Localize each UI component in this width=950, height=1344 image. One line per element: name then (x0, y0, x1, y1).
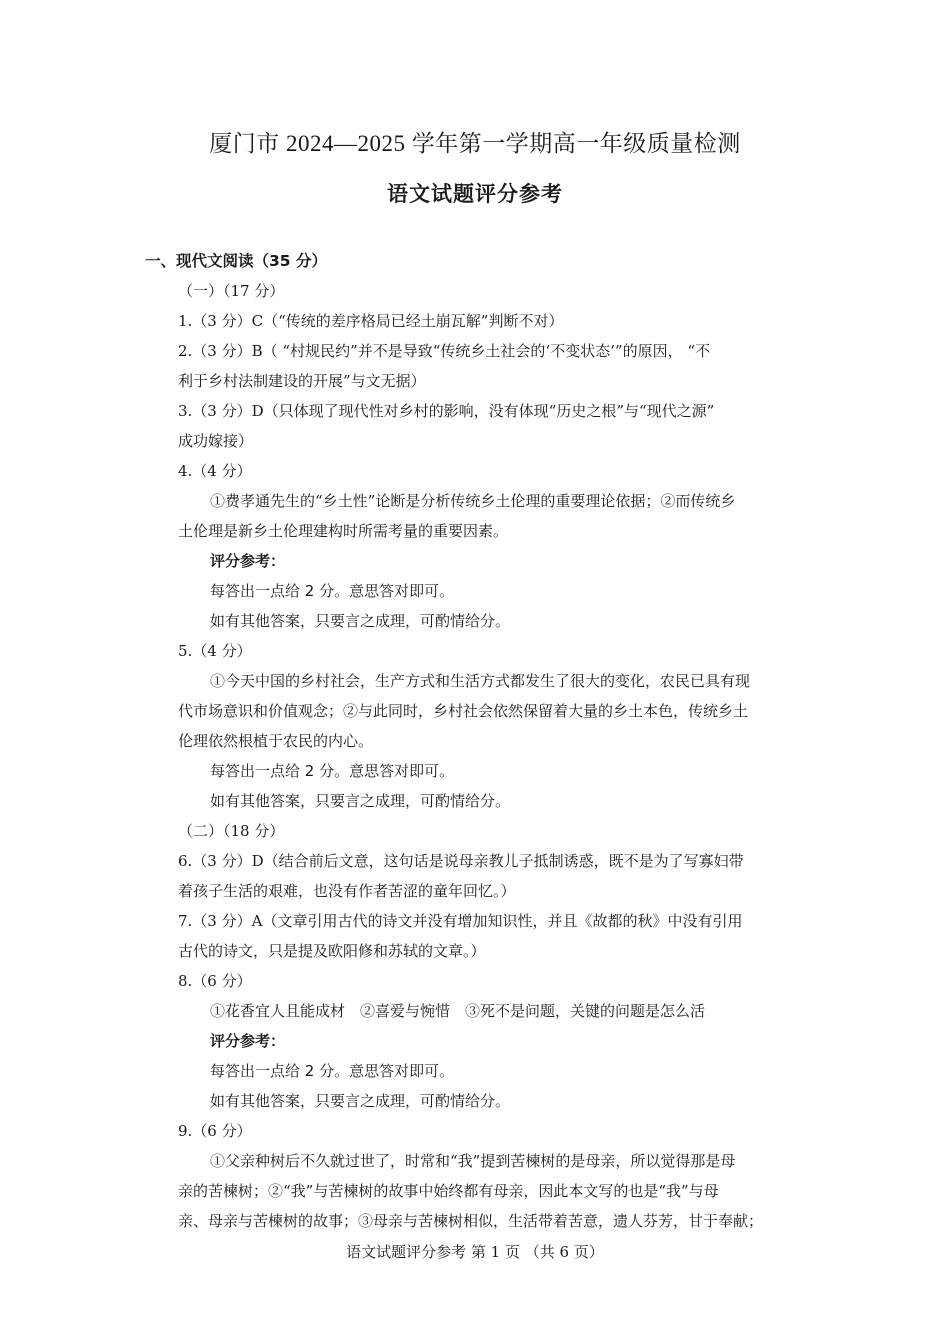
question-8-label: 8.（6 分） (178, 972, 252, 990)
question-4-scoring-rule-2: 如有其他答案，只要言之成理，可酌情给分。 (210, 612, 511, 630)
question-3-answer-line-2: 成功嫁接） (178, 432, 254, 450)
question-8-scoring-label: 评分参考： (210, 1032, 286, 1050)
question-5-answer-line-1: ①今天中国的乡村社会，生产方式和生活方式都发生了很大的变化，农民已具有现 (210, 672, 751, 690)
question-2-answer-line-1: 2.（3 分）B（ “村规民约”并不是导致“传统乡土社会的‘不变状态’”的原因， “不 (178, 342, 711, 360)
question-5-answer-line-3: 伦理依然根植于农民的内心。 (178, 732, 374, 750)
part-one-label: （一）（17 分） (178, 282, 285, 300)
part-two-label: （二）（18 分） (178, 822, 285, 840)
question-7-answer-line-1: 7.（3 分）A（文章引用古代的诗文并没有增加知识性，并且《故都的秋》中没有引用 (178, 912, 743, 930)
question-6-answer-line-1: 6.（3 分）D（结合前后文意，这句话是说母亲教儿子抵制诱惑，既不是为了写寡妇带 (178, 852, 744, 870)
question-8-answer: ①花香宜人且能成材 ②喜爱与惋惜 ③死不是问题，关键的问题是怎么活 (210, 1002, 706, 1020)
question-5-label: 5.（4 分） (178, 642, 252, 660)
question-5-answer-line-2: 代市场意识和价值观念；②与此同时，乡村社会依然保留着大量的乡土本色，传统乡土 (178, 702, 749, 720)
question-5-scoring-rule-2: 如有其他答案，只要言之成理，可酌情给分。 (210, 792, 511, 810)
question-5-scoring-rule-1: 每答出一点给 2 分。意思答对即可。 (210, 762, 455, 780)
question-4-label: 4.（4 分） (178, 462, 252, 480)
document-body (145, 246, 810, 1236)
question-3-answer-line-1: 3.（3 分）D（只体现了现代性对乡村的影响，没有体现“历史之根”与“现代之源” (178, 402, 715, 420)
question-2-answer-line-2: 利于乡村法制建设的开展”与文无据） (178, 372, 426, 390)
document-title: 厦门市 2024—2025 学年第一学期高一年级质量检测 (209, 131, 741, 156)
question-9-label: 9.（6 分） (178, 1122, 252, 1140)
question-8-scoring-rule-1: 每答出一点给 2 分。意思答对即可。 (210, 1062, 455, 1080)
page-footer: 语文试题评分参考 第 1 页 （共 6 页） (346, 1243, 604, 1261)
question-4-scoring-rule-1: 每答出一点给 2 分。意思答对即可。 (210, 582, 455, 600)
section-heading-modern-reading: 一、现代文阅读（35 分） (145, 252, 327, 270)
question-1-answer: 1.（3 分）C（“传统的差序格局已经土崩瓦解”判断不对） (178, 312, 564, 330)
question-9-answer-line-3: 亲、母亲与苦楝树的故事；③母亲与苦楝树相似，生活带着苦意，遗人芬芳，甘于奉献； (178, 1212, 764, 1230)
question-7-answer-line-2: 古代的诗文，只是提及欧阳修和苏轼的文章。） (178, 942, 486, 960)
question-8-scoring-rule-2: 如有其他答案，只要言之成理，可酌情给分。 (210, 1092, 511, 1110)
question-9-answer-line-1: ①父亲种树后不久就过世了，时常和“我”提到苦楝树的是母亲，所以觉得那是母 (210, 1152, 736, 1170)
question-4-scoring-label: 评分参考： (210, 552, 286, 570)
question-4-answer-line-1: ①费孝通先生的“乡土性”论断是分析传统乡土伦理的重要理论依据；②而传统乡 (210, 492, 736, 510)
question-9-answer-line-2: 亲的苦楝树；②“我”与苦楝树的故事中始终都有母亲，因此本文写的也是“我”与母 (178, 1182, 719, 1200)
question-6-answer-line-2: 着孩子生活的艰难，也没有作者苦涩的童年回忆。） (178, 882, 516, 900)
document-subtitle: 语文试题评分参考 (387, 182, 563, 206)
question-4-answer-line-2: 土伦理是新乡土伦理建构时所需考量的重要因素。 (178, 522, 509, 540)
